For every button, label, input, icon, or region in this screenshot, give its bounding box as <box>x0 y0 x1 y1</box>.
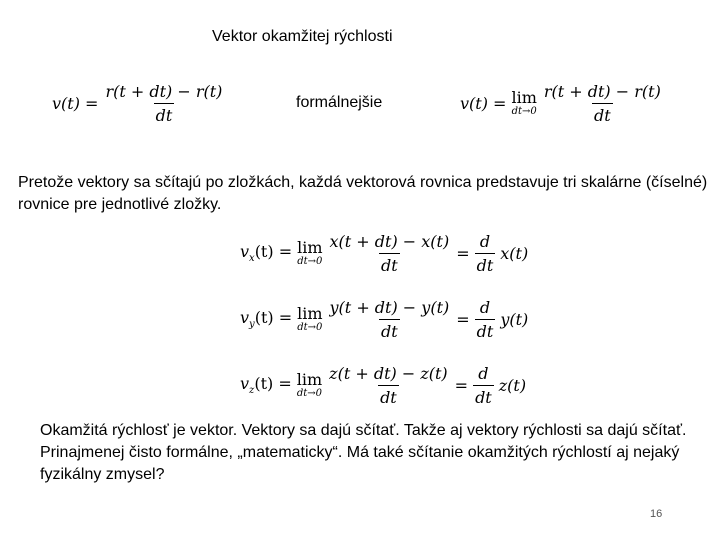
difference-quotient <box>328 232 452 275</box>
fraction-denominator: dt <box>154 103 175 125</box>
limit-subscript: dt→0 <box>296 388 323 399</box>
derivative-denominator: dt <box>473 385 494 407</box>
fraction-numerator: x(t + dt) − x(t) <box>329 232 450 251</box>
vy-equation <box>240 298 528 341</box>
difference-quotient <box>327 364 450 407</box>
equals-sign: = <box>456 244 470 263</box>
lhs-variable: v <box>240 374 250 394</box>
component-function: x(t) <box>500 244 529 263</box>
vx-equation <box>240 232 528 275</box>
limit-operator <box>511 90 536 117</box>
derivative-numerator: d <box>479 232 491 251</box>
derivative-numerator: d <box>479 298 491 317</box>
equals-sign: = <box>454 376 469 395</box>
limit-subscript: dt→0 <box>297 256 323 267</box>
formal-label: formálnejšie <box>296 94 383 111</box>
component-function: y(t) <box>500 310 529 329</box>
derivative-numerator: d <box>478 364 489 383</box>
lhs-variable: v <box>240 308 250 328</box>
limit-symbol: lim <box>297 304 323 323</box>
difference-quotient <box>328 298 452 341</box>
slide-title: Vektor okamžitej rýchlosti <box>212 28 393 45</box>
limit-symbol: lim <box>297 238 323 257</box>
fraction-numerator: r(t + dt) − r(t) <box>543 82 661 101</box>
addition-question-paragraph: Okamžitá rýchlosť je vektor. Vektory sa dajú sčítať. Takže aj vektory rýchlosti sa dajú sčítať. Prinajmenej čisto formálne, „matematicky“. Má také sčítanie okamžitých rýchlostí aj nejaký fyzikálny zmysel? <box>40 422 687 483</box>
lhs-subscript: z <box>249 385 255 397</box>
derivative-denominator: dt <box>475 319 496 341</box>
derivative-denominator: dt <box>475 253 496 275</box>
component-function: z(t) <box>498 376 527 395</box>
lhs-rest: (t) = <box>254 308 293 328</box>
equation-lhs: v(t) = <box>460 94 507 113</box>
vz-equation <box>240 364 526 407</box>
equals-sign: = <box>456 310 470 329</box>
lhs-subscript: y <box>249 319 255 331</box>
difference-quotient <box>103 82 224 125</box>
derivative-operator <box>475 298 496 341</box>
limit-operator <box>297 240 322 267</box>
components-paragraph: Pretože vektory sa sčítajú po zložkách, každá vektorová rovnica predstavuje tri skalárne (číselné) rovnice pre jednotlivé zložky. <box>18 174 708 213</box>
limit-subscript: dt→0 <box>511 106 537 117</box>
lhs-rest: (t) = <box>254 242 293 262</box>
limit-operator <box>297 372 322 399</box>
velocity-limit-equation <box>460 82 663 125</box>
derivative-operator <box>473 364 494 407</box>
lhs-variable: v <box>240 242 250 262</box>
difference-quotient <box>542 82 663 125</box>
page-number: 16 <box>650 508 663 520</box>
limit-operator <box>297 306 322 333</box>
velocity-definition-equation <box>52 82 224 125</box>
fraction-numerator: z(t + dt) − z(t) <box>329 364 448 383</box>
limit-symbol: lim <box>511 88 537 107</box>
fraction-numerator: y(t + dt) − y(t) <box>329 298 450 317</box>
limit-symbol: lim <box>296 370 323 389</box>
equation-lhs: v(t) = <box>52 94 99 113</box>
fraction-denominator: dt <box>378 385 399 407</box>
lhs-rest: (t) = <box>254 374 292 394</box>
fraction-denominator: dt <box>592 103 613 125</box>
derivative-operator <box>475 232 496 275</box>
fraction-denominator: dt <box>379 253 400 275</box>
fraction-numerator: r(t + dt) − r(t) <box>105 82 223 101</box>
lhs-subscript: x <box>249 253 255 265</box>
limit-subscript: dt→0 <box>297 322 323 333</box>
fraction-denominator: dt <box>379 319 400 341</box>
